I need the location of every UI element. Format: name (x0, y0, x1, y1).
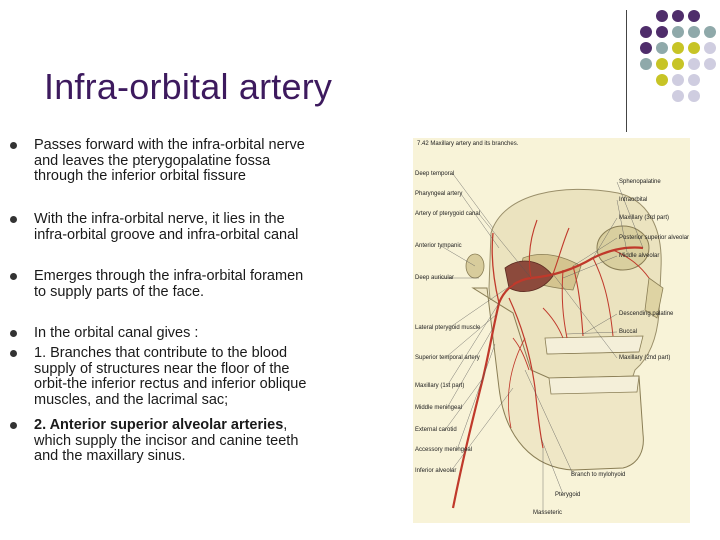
decorative-dot (656, 42, 668, 54)
decorative-dot (656, 58, 668, 70)
bullet-item (34, 346, 374, 408)
decorative-dot (672, 42, 684, 54)
bullet-marker (10, 350, 17, 357)
bullet-line: Passes forward with the infra-orbital nerve (34, 137, 305, 153)
bullet-line: With the infra-orbital nerve, it lies in the (34, 211, 285, 227)
figure-label-bottom: Pterygoid (555, 492, 581, 498)
figure-label-right: Middle alveolar (619, 253, 660, 259)
figure-label-left: External carotid (415, 427, 457, 433)
bullet-marker (10, 216, 17, 223)
slide-title: Infra-orbital artery (44, 66, 333, 107)
bullet-marker (10, 330, 17, 337)
figure-caption: 7.42 Maxillary artery and its branches. (417, 141, 519, 147)
bullet-item (34, 326, 374, 342)
bullet-line: infra-orbital groove and infra-orbital canal (34, 226, 299, 243)
decorative-dot (688, 90, 700, 102)
decorative-dot (704, 26, 716, 38)
decorative-dot (704, 58, 716, 70)
bullet-line: through the inferior orbital fissure (34, 168, 246, 184)
figure-label-bottom: Branch to mylohyoid (571, 472, 626, 478)
bullet-line: which supply the incisor and canine teeth (34, 432, 299, 449)
bullet-line: muscles, and the lacrimal sac; (34, 391, 229, 408)
bullet-item (34, 418, 374, 465)
decorative-dot (672, 10, 684, 22)
bullet-line: Emerges through the infra-orbital foramen (34, 268, 304, 284)
figure-label-left: Middle meningeal (415, 405, 463, 411)
figure-label-left: Deep temporal (415, 171, 455, 177)
decorative-dot (688, 58, 700, 70)
figure-label-left: Lateral pterygoid muscle (415, 325, 481, 331)
decorative-dot (672, 58, 684, 70)
figure-label-left: Deep auricular (415, 275, 455, 281)
figure-label-right: Infraorbital (619, 197, 648, 203)
figure-label-left: Maxillary (1st part) (415, 383, 465, 389)
figure-label-left: Artery of pterygoid canal (415, 211, 481, 217)
decorative-dot (672, 74, 684, 86)
figure-label-right: Maxillary (2nd part) (619, 355, 671, 361)
figure-label-left: Anterior tympanic (415, 243, 462, 249)
bullet-line: supply of structures near the floor of the (34, 360, 290, 377)
decorative-dot (688, 10, 700, 22)
figure-label-right: Descending palatine (619, 311, 674, 317)
bullet-bold-text: 2. Anterior superior alveolar arteries (34, 417, 284, 433)
bullet-marker (10, 422, 17, 429)
decorative-dot (704, 42, 716, 54)
bullet-item (34, 138, 374, 185)
figure-label-left: Superior temporal artery (415, 355, 480, 361)
bullet-line: 1. Branches that contribute to the blood (34, 345, 288, 361)
decorative-dot (640, 58, 652, 70)
bullet-line: and the maxillary sinus. (34, 448, 186, 464)
figure-label-left: Pharyngeal artery (415, 191, 463, 197)
figure-label-right: Sphenopalatine (619, 179, 661, 185)
decorative-dot (640, 26, 652, 38)
figure-label-right: Buccal (619, 329, 638, 335)
figure-label-right: Maxillary (3rd part) (619, 215, 670, 221)
figure-label-bottom: Masseteric (533, 510, 563, 516)
decorative-dot (688, 26, 700, 38)
decorative-dot (688, 74, 700, 86)
anatomy-figure (413, 138, 690, 523)
bullet-line: and leaves the pterygopalatine fossa (34, 152, 271, 169)
decorative-dot (656, 10, 668, 22)
decorative-dot (672, 90, 684, 102)
bullet-comma: , (283, 417, 288, 433)
bullet-line: In the orbital canal gives : (34, 325, 199, 341)
figure-label-right: Posterior superior alveolar (619, 235, 690, 241)
decorative-dot (672, 26, 684, 38)
decorative-dot (688, 42, 700, 54)
figure-label-left: Accessory meningeal (415, 447, 473, 453)
decorative-dot (656, 74, 668, 86)
bullet-line: orbit-the inferior rectus and inferior oblique (34, 376, 307, 392)
divider-line (626, 10, 627, 132)
decorative-dot (656, 26, 668, 38)
bullet-marker (10, 142, 17, 149)
bullet-line: to supply parts of the face. (34, 283, 205, 300)
bullet-item (34, 269, 374, 300)
decorative-dot (640, 42, 652, 54)
bullet-marker (10, 273, 17, 280)
bullet-item (34, 212, 374, 243)
figure-label-left: Inferior alveolar (415, 468, 457, 474)
